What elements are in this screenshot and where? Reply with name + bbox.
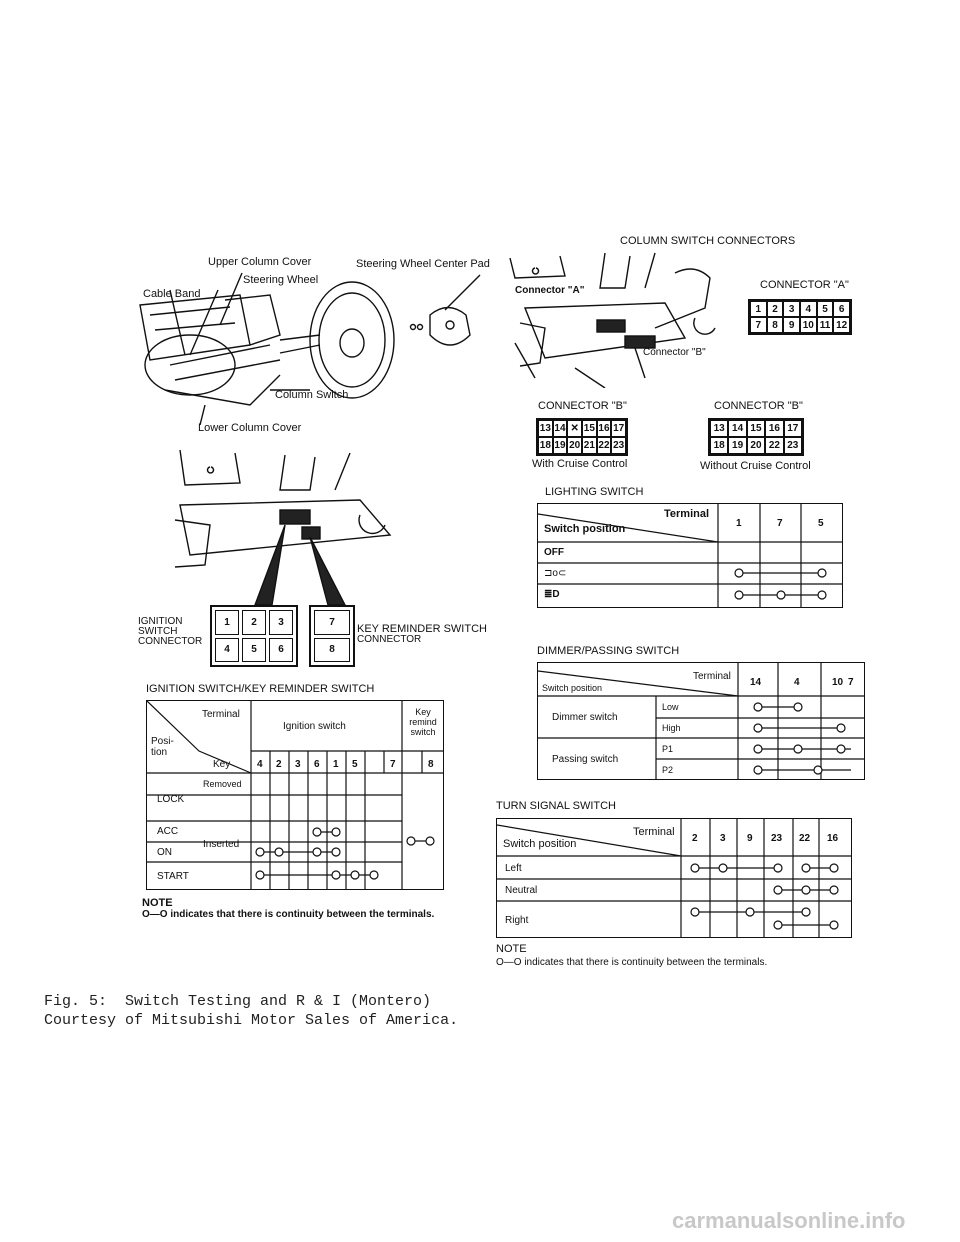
ignition-pin: 4 [215,638,239,663]
connector-b-pin: 20 [747,437,765,454]
label-upper-column-cover: Upper Column Cover [208,256,312,268]
figure-caption-line1: Fig. 5: Switch Testing and R & I (Montero) [44,993,432,1010]
passing-p1: P1 [662,744,674,754]
note-right-title: NOTE [496,943,527,955]
note-left-text: O—O indicates that there is continuity between the terminals. [142,909,435,920]
lighting-off: OFF [544,547,564,558]
passing-switch-group: Passing switch [552,754,619,765]
key-reminder-pin: 8 [314,638,350,663]
dimmer-switch-group: Dimmer switch [552,712,618,723]
connector-a-title: CONNECTOR "A" [760,279,849,291]
ignition-table [146,700,444,890]
connector-b-pin: 15 [582,420,597,437]
connector-a-pin: 12 [833,317,850,333]
ignition-pin: 6 [269,638,293,663]
connector-b-without-caption: Without Cruise Control [700,460,811,472]
lighting-switch-position-header: Switch position [544,523,626,535]
ignition-label-line: CONNECTOR [138,636,203,647]
dimmer-high: High [662,723,681,733]
connector-a-pin: 2 [767,301,784,317]
row-acc: ACC [157,826,179,837]
connector-b-pin: 20 [567,437,582,454]
connector-a-pin: 1 [750,301,767,317]
ignition-switch-header: Ignition switch [283,721,346,732]
key-reminder-connector [309,605,355,667]
key-removed: Removed [203,779,242,789]
connector-b-pin: 16 [765,420,783,437]
note-left-title: NOTE [142,897,173,909]
ignition-table-title: IGNITION SWITCH/KEY REMINDER SWITCH [146,683,375,695]
row-lock: LOCK [157,794,185,805]
connector-b-pin: 23 [611,437,626,454]
steering-drawing [130,265,490,425]
connector-b-pin: 22 [597,437,612,454]
dimmer-title: DIMMER/PASSING SWITCH [537,645,680,657]
terminal-number: 9 [747,833,753,844]
connector-b-pin: 23 [784,437,802,454]
dimmer-low: Low [662,702,679,712]
turn-signal-table [496,818,852,938]
key-reminder-label [357,624,487,645]
terminal-number: 3 [720,833,726,844]
turn-terminal-header: Terminal [633,826,675,838]
ignition-pin: 1 [215,610,239,635]
ignition-label-line: IGNITION [138,616,183,627]
terminal-number: 2 [692,833,698,844]
connector-b-pin: 13 [538,420,553,437]
connector-a-pin: 6 [833,301,850,317]
terminal-number: 5 [818,518,824,529]
terminal-number: 1 [736,518,742,529]
connector-b-without-title: CONNECTOR "B" [714,400,803,412]
connector-b-pin: 21 [582,437,597,454]
lighting-terminal-header: Terminal [664,508,710,520]
connector-b-callout: Connector "B" [643,347,706,358]
ignition-terminal-header: Terminal [202,709,240,720]
terminal-number: 5 [352,759,358,770]
column-switch-drawing [505,248,735,388]
terminal-number: 3 [295,759,301,770]
terminal-number: 1 [333,759,339,770]
connector-a-pin: 4 [800,301,817,317]
column-switch-title: COLUMN SWITCH CONNECTORS [620,235,796,247]
connector-a-pin: 5 [817,301,834,317]
watermark-text: carmanualsonline.info [672,1208,906,1233]
connector-b-with-caption: With Cruise Control [532,458,628,470]
connector-b-pin: 15 [747,420,765,437]
connector-b-pin: 13 [710,420,728,437]
connector-b-pin: 22 [765,437,783,454]
dimmer-switch-position-header: Switch position [542,683,603,693]
terminal-number: 14 [750,677,762,688]
connector-b-pin: 17 [611,420,626,437]
turn-left: Left [505,863,522,874]
connector-a-pin: 8 [767,317,784,333]
label-steering-wheel: Steering Wheel [243,274,319,286]
terminal-number: 4 [257,759,263,770]
ignition-connector-label [138,617,202,647]
connector-a-pin: 7 [750,317,767,333]
ignition-drawing [160,445,400,605]
connector-b-pin: 18 [538,437,553,454]
ignition-pin: 5 [242,638,266,663]
label-cable-band: Cable Band [143,288,201,300]
connector-a-pin: 10 [800,317,817,333]
label-column-switch: Column Switch [275,389,349,401]
terminal-number: 6 [314,759,320,770]
turn-signal-title: TURN SIGNAL SWITCH [496,800,616,812]
connector-b-with-cruise [536,418,628,456]
dimmer-table [537,662,865,780]
key-reminder-label-line: CONNECTOR [357,634,422,645]
label-center-pad: Steering Wheel Center Pad [356,258,490,270]
connector-b-pin: 14 [728,420,746,437]
lighting-table [537,503,843,608]
ignition-key-header: Key [213,759,231,770]
ignition-pin: 3 [269,610,293,635]
key-reminder-label-line: KEY REMINDER SWITCH [357,623,487,635]
connector-a-pin: 3 [783,301,800,317]
turn-switch-position-header: Switch position [503,838,577,850]
ignition-label-line: SWITCH [138,626,178,637]
key-inserted: Inserted [203,839,240,850]
terminal-number: 23 [771,833,783,844]
terminal-number: 7 [390,759,396,770]
passing-p2: P2 [662,765,674,775]
parking-light-icon: ⊐o⊂ [544,568,567,579]
terminal-number: 16 [827,833,839,844]
terminal-number: 10 [832,677,844,688]
continuity-marks [147,701,443,889]
key-reminder-pin: 7 [314,610,350,635]
connector-b-pin: 18 [710,437,728,454]
connector-b-pin: 17 [784,420,802,437]
ignition-position-header: Posi-tion [151,736,174,758]
terminal-number: 22 [799,833,811,844]
turn-neutral: Neutral [505,885,538,896]
label-lower-column-cover: Lower Column Cover [198,422,302,434]
connector-b-without-cruise [708,418,804,456]
connector-b-pin: 19 [728,437,746,454]
terminal-number: 2 [276,759,282,770]
terminal-number: 7 [777,518,783,529]
ignition-switch-connector [210,605,298,667]
headlight-icon: ≣D [544,589,560,600]
terminal-number: 4 [794,677,800,688]
connector-b-pin: 16 [597,420,612,437]
connector-b-pin: 19 [553,437,568,454]
connector-b-with-title: CONNECTOR "B" [538,400,627,412]
lighting-title: LIGHTING SWITCH [545,486,644,498]
dimmer-terminal-header: Terminal [693,671,731,682]
connector-a-pin: 9 [783,317,800,333]
connector-a [748,299,852,335]
key-remind-header: Key remind switch [409,707,437,737]
ignition-pin: 2 [242,610,266,635]
figure-caption-line2: Courtesy of Mitsubishi Motor Sales of America. [44,1012,459,1029]
terminal-number: 8 [428,759,434,770]
connector-b-empty-pin: ✕ [567,420,582,437]
row-on: ON [157,847,172,858]
connector-a-callout: Connector "A" [515,285,585,296]
turn-right: Right [505,915,529,926]
connector-a-pin: 11 [817,317,834,333]
note-right-text: O—O indicates that there is continuity between the terminals. [496,957,768,968]
row-start: START [157,871,189,882]
connector-b-pin: 14 [553,420,568,437]
terminal-number: 7 [848,677,854,688]
